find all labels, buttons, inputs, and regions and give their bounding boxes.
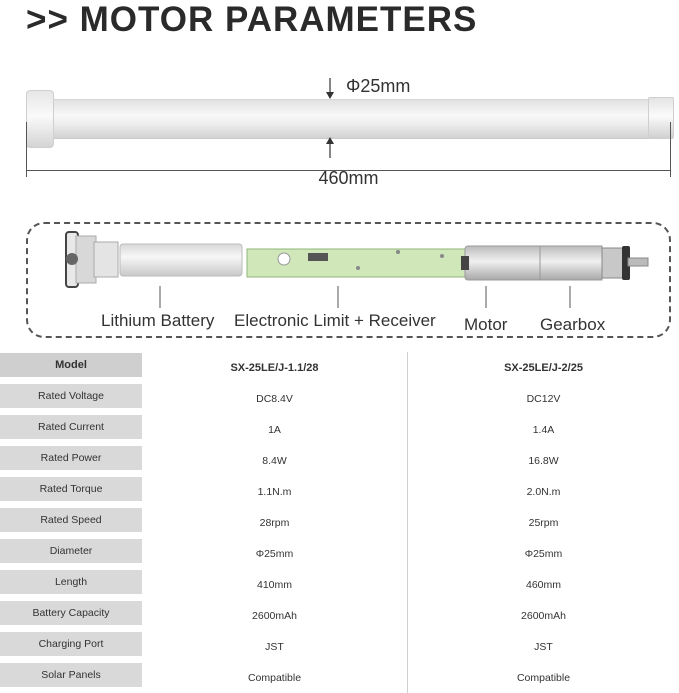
header-model-1: SX-25LE/J-1.1/28	[142, 352, 408, 383]
row-label: Charging Port	[0, 631, 142, 662]
header-model-2: SX-25LE/J-2/25	[504, 361, 583, 374]
table-row	[0, 569, 679, 600]
row-label: Rated Current	[0, 414, 142, 445]
row-value-model-2: 460mm	[525, 578, 561, 591]
motor-spec-table	[0, 352, 679, 693]
label-electronic-limit-receiver: Electronic Limit + Receiver	[234, 311, 436, 330]
row-value-model-2: 2.0N.m	[526, 485, 561, 498]
label-lithium-battery: Lithium Battery	[101, 311, 215, 330]
header-label: Model	[0, 352, 142, 383]
row-value-model-2: DC12V	[526, 392, 561, 405]
row-value-model-2: Compatible	[516, 671, 571, 684]
page-title: >> MOTOR PARAMETERS	[26, 0, 478, 39]
row-value-model-2: JST	[534, 640, 553, 653]
row-value-model-1: 410mm	[142, 569, 408, 600]
table-row	[0, 476, 679, 507]
motor-tube	[48, 99, 652, 139]
table-row	[0, 662, 679, 693]
row-value-model-2: 25rpm	[528, 516, 559, 529]
row-label: Battery Capacity	[0, 600, 142, 631]
row-value-model-1: 28rpm	[142, 507, 408, 538]
table-row	[0, 445, 679, 476]
components-panel	[26, 222, 671, 338]
diameter-label: Φ25mm	[346, 76, 411, 96]
row-value-model-1: DC8.4V	[142, 383, 408, 414]
spec-table-body	[0, 352, 679, 693]
row-label: Rated Torque	[0, 476, 142, 507]
label-motor: Motor	[464, 315, 508, 334]
row-label: Rated Speed	[0, 507, 142, 538]
table-row	[0, 600, 679, 631]
row-label: Length	[0, 569, 142, 600]
label-gearbox: Gearbox	[540, 315, 606, 334]
row-label: Rated Power	[0, 445, 142, 476]
row-label: Diameter	[0, 538, 142, 569]
row-value-model-2: 16.8W	[528, 454, 559, 467]
row-value-model-1: 2600mAh	[142, 600, 408, 631]
length-label-row	[0, 168, 679, 189]
table-row	[0, 631, 679, 662]
row-value-model-1: 1.1N.m	[142, 476, 408, 507]
table-row	[0, 383, 679, 414]
row-value-model-1: Compatible	[142, 662, 408, 693]
table-header-row	[0, 352, 679, 383]
table-row	[0, 414, 679, 445]
length-label: 460mm	[318, 168, 379, 188]
row-label: Rated Voltage	[0, 383, 142, 414]
table-row	[0, 507, 679, 538]
row-value-model-2: 1.4A	[532, 423, 555, 436]
row-value-model-1: 8.4W	[142, 445, 408, 476]
motor-tube-illustration	[0, 70, 679, 190]
row-value-model-1: 1A	[142, 414, 408, 445]
row-label: Solar Panels	[0, 662, 142, 693]
row-value-model-2: 2600mAh	[521, 609, 566, 622]
row-value-model-1: Φ25mm	[142, 538, 408, 569]
arrow-down-icon	[323, 78, 337, 100]
arrow-up-icon	[323, 136, 337, 158]
tube-end-cap-left	[26, 90, 54, 148]
table-row	[0, 538, 679, 569]
row-value-model-2: Φ25mm	[524, 547, 563, 560]
row-value-model-1: JST	[142, 631, 408, 662]
